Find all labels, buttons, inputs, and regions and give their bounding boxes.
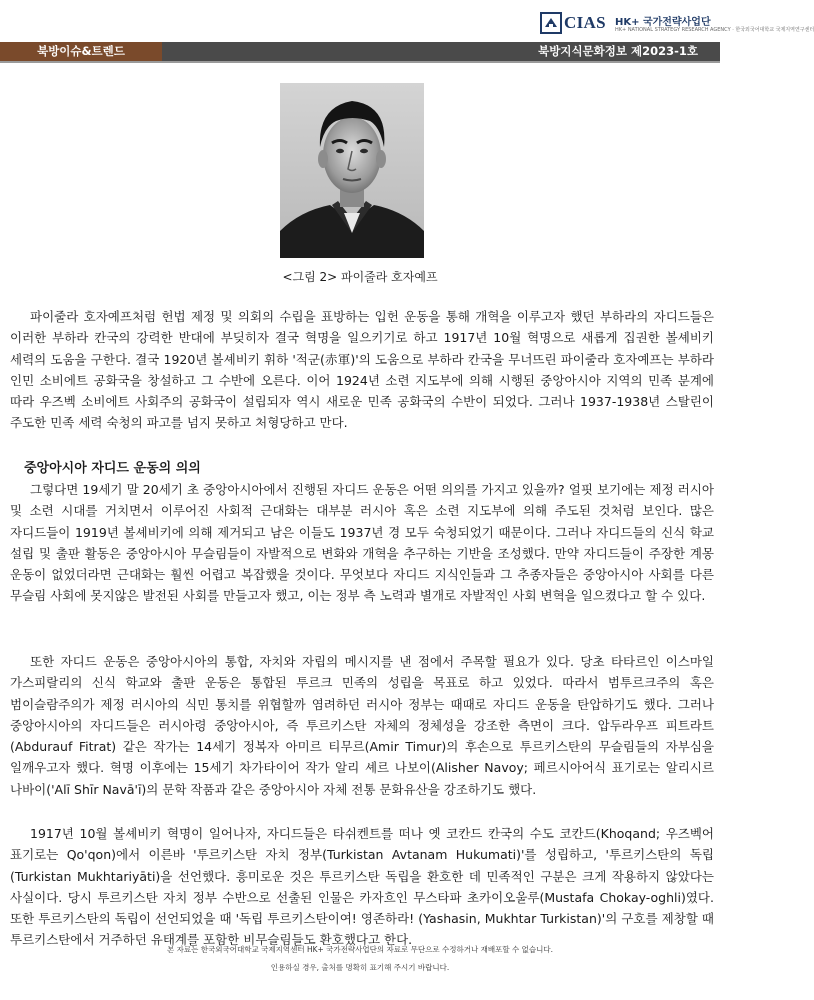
figure-caption: <그림 2> 파이줄라 호자예프 — [282, 270, 438, 284]
paragraph-3: 또한 자디드 운동은 중앙아시아의 통합, 자치와 자립의 메시지를 낸 점에서 주목할 필요가 있다. 당초 타타르인 이스마일 가스피랄리의 신식 학교와 출판 운동은 통합된 투르크 민족의 성립을 목표로 하고 있었다. 따라서 범투르크주의 혹은 범이슬람주의가 제정 러시아의 식민 통치를 위협할까 염려하던 러시아 정부는 때때로 자디드 운동을 탄압하기도 했다. 그러나 중앙아시아의 자디드들은 러시아령 중앙아시아, 즉 투르키스탄 자체의 정체성을 강조한 측면이 크다. 압두라우프 피트라트(Abdurauf Fitrat) 같은 작가는 14세기 정복자 아미르 티무르(Amir Timur)의 후손으로 투르키스탄의 무슬림들의 자부심을 일깨우고자 했다. 혁명 이후에는 15세기 차가타이어 작가 알리 셰르 나보이(Alisher Navoy; 페르시아어식 표기로는 알리시르 나바이('Alī Shīr Navā'ī)의 문학 작품과 같은 중앙아시아 자체 전통 문화유산을 강조하기도 했다. — [10, 654, 715, 797]
citation-notice: 인용하실 경우, 출처를 명확히 표기해 주시기 바랍니다. — [270, 963, 450, 972]
paragraph-1: 파이줄라 호자예프처럼 헌법 제정 및 의회의 수립을 표방하는 입헌 운동을 통해 개혁을 이루고자 했던 부하라의 자디드들은 이러한 부하라 칸국의 강력한 반대에 부딪히자 결국 혁명을 일으키기로 하고 1917년 10월 혁명으로 새롭게 집권한 볼셰비키 세력의 도움을 구한다. 결국 1920년 볼셰비키 휘하 '적군(赤軍)'의 도움으로 부하라 칸국을 무너뜨린 파이줄라 호자예프는 부하라 인민 소비에트 공화국을 창설하고 그 수반에 오른다. 이어 1924년 소련 지도부에 의해 시행된 중앙아시아 지역의 민족 분계에 따라 우즈벡 소비에트 사회주의 공화국이 설립되자 역시 새로운 민족 공화국의 수반이 되었다. 그러나 1937-1938년 스탈린이 주도한 민족 세력 숙청의 파고를 넘지 못하고 처형당하고 만다. — [10, 309, 714, 431]
section-label: 북방이슈&트렌드 — [0, 42, 162, 61]
logo-title: HK+ 국가전략사업단 — [615, 17, 711, 28]
paragraph-2: 그렇다면 19세기 말 20세기 초 중앙아시아에서 진행된 자디드 운동은 어떤 의의를 가지고 있을까? 얼핏 보기에는 제정 러시아 및 소련 시대를 거치면서 이루어진 사회적 근대화는 대부분 러시아 혹은 소련 지도부에 의해 주도된 것처럼 보인다. 많은 자디드들이 1919년 볼셰비키에 의해 제거되고 남은 이들도 1937년 경 모두 숙청되었기 때문이다. 그러나 자디드들의 신식 학교 설립 및 출판 활동은 중앙아시아 무슬림들이 자발적으로 변화와 개혁을 추구하는 기반을 조성했다. 만약 자디드들이 주장한 계몽 운동이 없었더라면 근대화는 훨씬 어렵고 복잡했을 것이다. 무엇보다 자디드 지식인들과 그 추종자들은 중앙아시아 사회를 다른 무슬림 사회에 못지않은 발전된 사회를 만들고자 했고, 이는 정부 측 노력과 별개로 자발적인 사회 변혁을 일으켰다고 할 수 있다. — [10, 482, 714, 604]
copyright-notice: 본 자료는 한국외국어대학교 국제지역센터 HK+ 국가전략사업단의 자료로 무단으로 수정하거나 재배포할 수 없습니다. — [167, 945, 553, 954]
header-divider — [0, 61, 720, 63]
section-heading: 중앙아시아 자디드 운동의 의의 — [24, 461, 201, 476]
cias-logo — [540, 12, 814, 36]
portrait-photo — [280, 83, 424, 258]
cias-emblem-icon — [540, 12, 562, 34]
logo-wordmark: CIAS — [564, 13, 606, 32]
header-band — [0, 42, 720, 61]
publication-label: 북방지식문화정보 제2023-1호 — [162, 42, 720, 61]
logo-subtitle: HK+ NATIONAL STRATEGY RESEARCH AGENCY · 한국외국어대학교 국제지역연구센터 — [615, 27, 814, 33]
paragraph-4: 1917년 10월 볼셰비키 혁명이 일어나자, 자디드들은 타쉬켄트를 떠나 옛 코칸드 칸국의 수도 코칸드(Khoqand; 우즈벡어 표기로는 Qo'qon)에서 이른바 '투르키스탄 자치 정부(Turkistan Avtanam Hukumati)'를 성립하고, '투르키스탄의 독립(Turkistan Mukhtariyāti)을 선언했다. 흥미로운 것은 투르키스탄 독립을 환호한 데 민족적인 구분은 크게 작용하지 않았다는 사실이다. 당시 투르키스탄 자치 정부 수반으로 선출된 인물은 카자흐인 무스타파 초카이오울루(Mustafa Chokay-oghli)였다. 또한 투르키스탄의 독립이 선언되었을 때 '독립 투르키스탄이여! 영존하라! (Yashasin, Mukhtar Turkistan)'의 구호를 제창할 때 투르키스탄에서 거주하던 유태계를 포함한 비무슬림들도 환호했다고 한다. — [10, 826, 714, 948]
